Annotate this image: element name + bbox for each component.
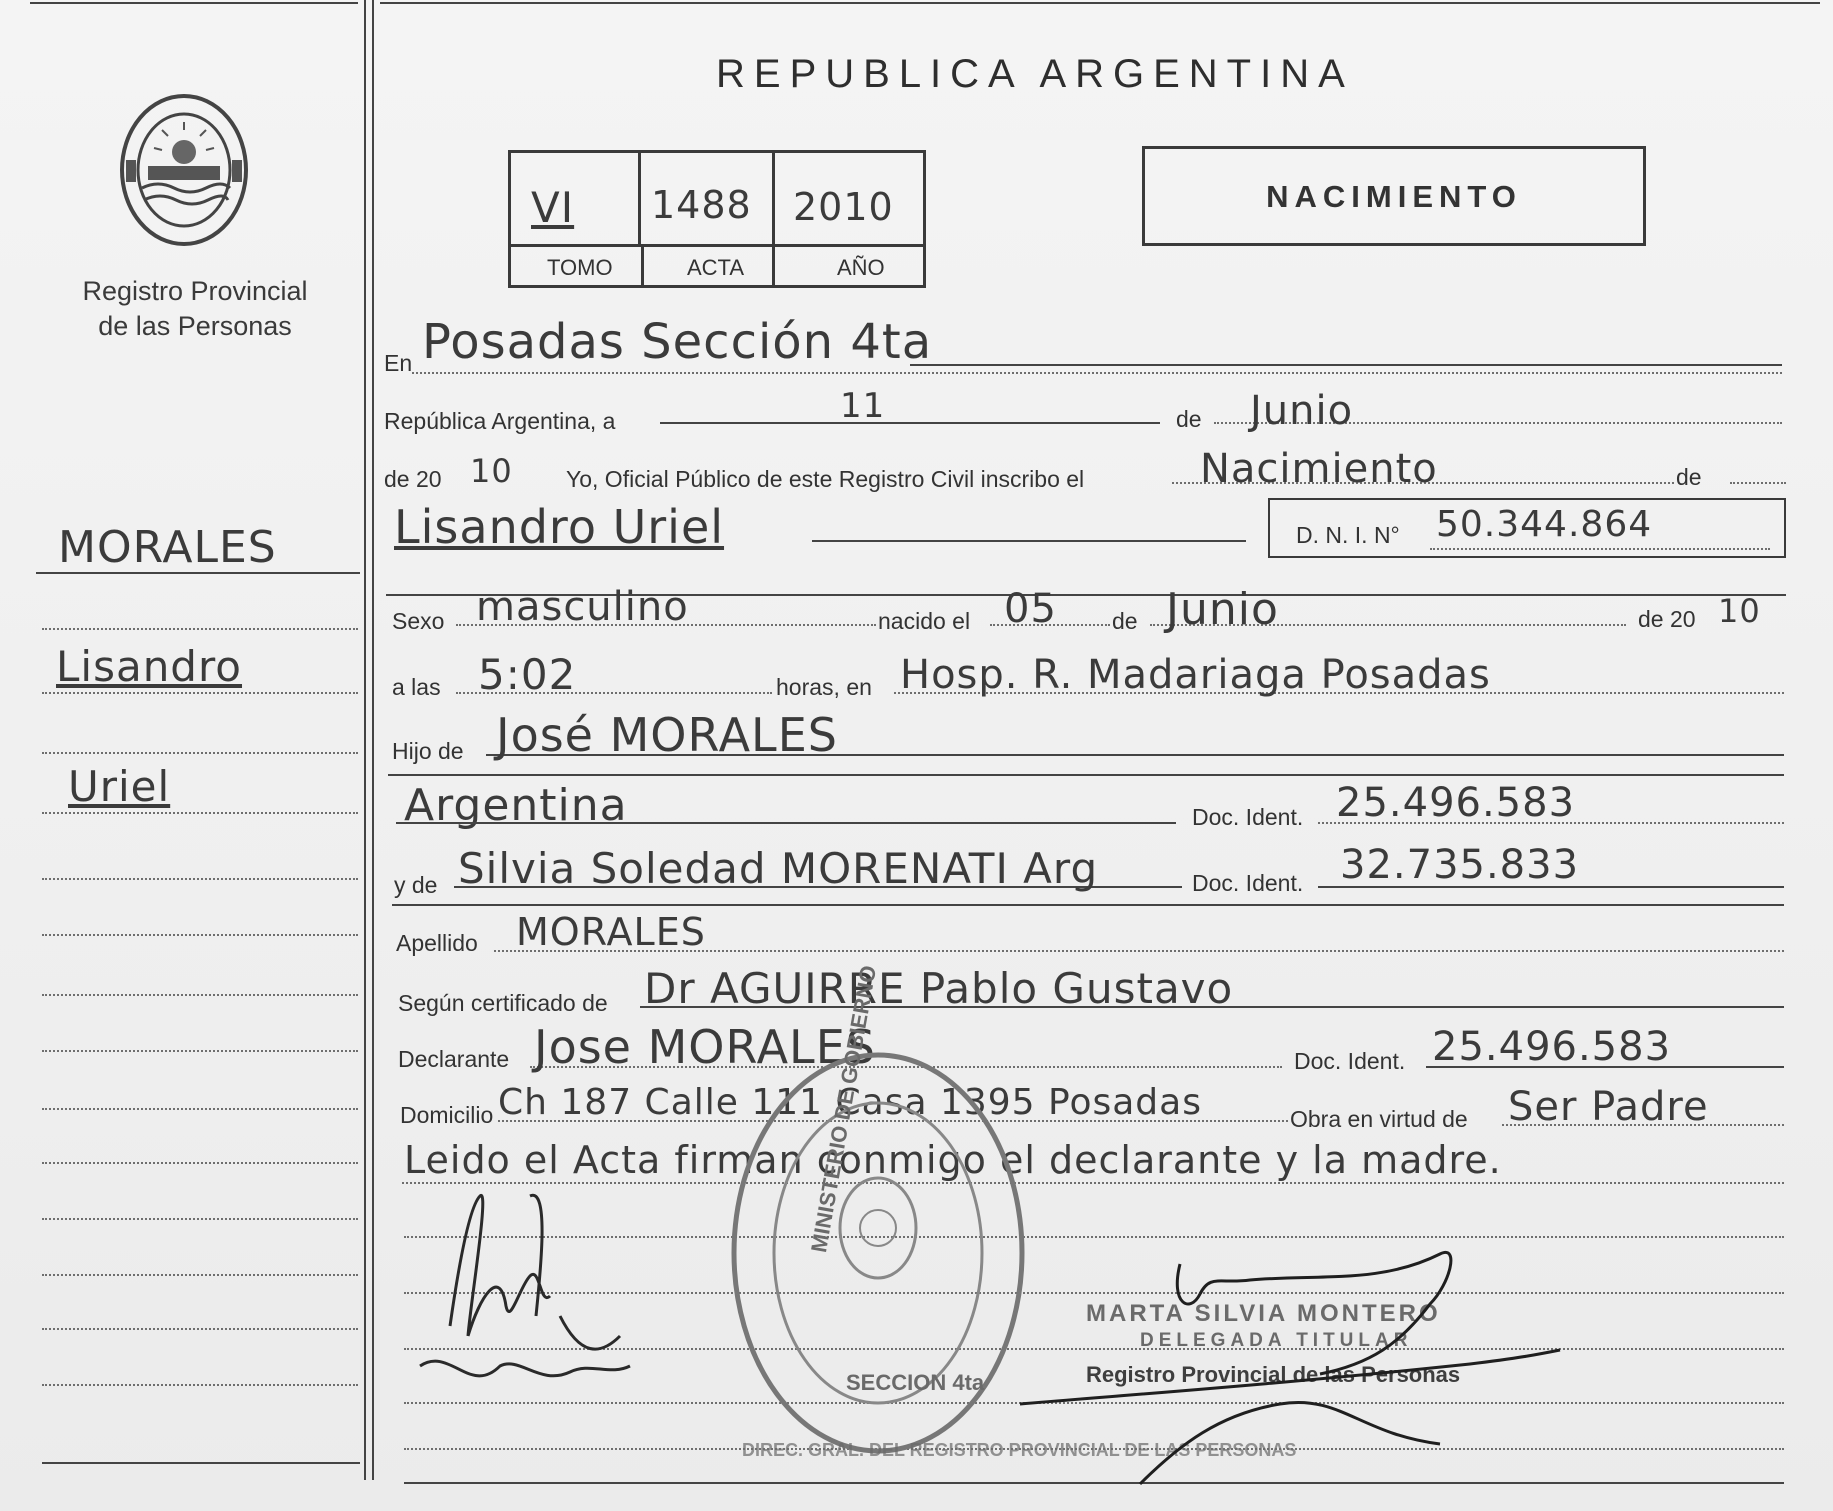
left-dots	[42, 1218, 358, 1220]
official-signature	[1020, 1244, 1560, 1484]
oval-stamp-graphic	[728, 1048, 1028, 1458]
apellido-value: MORALES	[516, 910, 706, 954]
tomo-label: TOMO	[547, 255, 613, 280]
left-rule	[36, 572, 360, 574]
doc-ident-label-declarante: Doc. Ident.	[1294, 1048, 1406, 1074]
act-type-value: Nacimiento	[1200, 446, 1438, 492]
declarante-label: Declarante	[398, 1046, 510, 1072]
country-title: REPUBLICA ARGENTINA	[716, 52, 1354, 96]
year-label: de 20	[384, 466, 442, 492]
row-rule	[660, 422, 1160, 424]
official-oval-stamp	[728, 1048, 1028, 1458]
acta-label: ACTA	[687, 255, 745, 280]
row-rule	[388, 774, 1784, 776]
declarante-doc-value: 25.496.583	[1432, 1024, 1672, 1070]
column-divider-2	[372, 0, 374, 1480]
left-dots	[42, 1384, 358, 1386]
row-rule	[910, 364, 1782, 366]
row-rule	[396, 822, 1176, 824]
official-org-stamp: Registro Provincial de las Personas	[1086, 1362, 1461, 1387]
de-label-2: de	[1676, 464, 1702, 490]
doctor-value: Dr AGUIRRE Pablo Gustavo	[644, 964, 1234, 1013]
place-value: Posadas Sección 4ta	[422, 314, 933, 370]
left-given-1: Lisandro	[56, 642, 243, 691]
org-name-line-2: de las Personas	[98, 311, 292, 341]
row-rule	[392, 904, 1784, 906]
province-seal-icon	[118, 92, 250, 248]
doc-ident-label-mother: Doc. Ident.	[1192, 870, 1304, 896]
left-dots	[42, 628, 358, 630]
top-rule-right	[380, 2, 1820, 4]
birth-time-value: 5:02	[478, 650, 577, 699]
declarant-signature	[410, 1166, 650, 1396]
alas-label: a las	[392, 674, 441, 700]
obra-label: Obra en virtud de	[1290, 1106, 1468, 1132]
father-value: José MORALES	[496, 708, 838, 762]
de20-label: de 20	[1638, 606, 1696, 632]
father-doc-value: 25.496.583	[1336, 780, 1576, 826]
left-dots	[42, 1108, 358, 1110]
row-dots	[1430, 548, 1770, 550]
row-rule	[812, 540, 1246, 542]
horas-label: horas, en	[776, 674, 872, 700]
month-value: Junio	[1250, 388, 1354, 434]
nacido-label: nacido el	[878, 608, 971, 634]
anio-label: AÑO	[837, 255, 885, 280]
doc-type-box	[1142, 146, 1646, 246]
dni-label: D. N. I. N°	[1296, 522, 1400, 548]
officer-text: Yo, Oficial Público de este Registro Civil inscribo el	[566, 466, 1085, 492]
left-dots	[42, 752, 358, 754]
left-dots	[42, 812, 358, 814]
sexo-label: Sexo	[392, 608, 445, 634]
doc-type-label: NACIMIENTO	[1266, 179, 1522, 214]
declarante-value: Jose MORALES	[534, 1020, 876, 1074]
left-given-2: Uriel	[68, 762, 171, 811]
domicilio-value: Ch 187 Calle 111 Casa 1395 Posadas	[498, 1082, 1202, 1123]
en-label: En	[384, 350, 413, 376]
apellido-label: Apellido	[396, 930, 478, 956]
left-dots	[42, 1050, 358, 1052]
year-value: 10	[470, 452, 513, 490]
dni-value: 50.344.864	[1436, 504, 1653, 545]
register-index-box	[508, 150, 926, 288]
dni-box	[1268, 498, 1786, 558]
anio-value: 2010	[793, 185, 894, 229]
closing-statement: Leido el Acta firman conmigo el declarante y la madre.	[404, 1138, 1502, 1182]
oval-stamp-ring-text: DIREC. GRAL. DEL REGISTRO PROVINCIAL DE LAS PERSONAS	[742, 1440, 1297, 1460]
child-name-value: Lisandro Uriel	[394, 500, 725, 554]
de-label: de	[1176, 406, 1202, 432]
hijo-label: Hijo de	[392, 738, 464, 764]
left-dots	[42, 1162, 358, 1164]
org-name-line-1: Registro Provincial	[82, 276, 308, 306]
left-dots	[42, 1274, 358, 1276]
left-dots	[42, 934, 358, 936]
sexo-value: masculino	[476, 584, 689, 630]
de-label-3: de	[1112, 608, 1138, 634]
left-surname: MORALES	[58, 522, 277, 573]
tomo-value: VI	[531, 183, 575, 232]
signature-scribble	[410, 1166, 650, 1396]
birth-day-value: 05	[1004, 586, 1057, 632]
mother-value: Silvia Soledad MORENATI Arg	[458, 844, 1099, 893]
left-bottom-rule	[42, 1462, 360, 1464]
domicilio-label: Domicilio	[400, 1102, 494, 1128]
acta-value: 1488	[651, 183, 752, 227]
birth-year-value: 10	[1718, 592, 1761, 630]
left-dots	[42, 878, 358, 880]
row-dots	[1730, 482, 1786, 484]
left-dots	[42, 994, 358, 996]
official-name-stamp: MARTA SILVIA MONTERO	[1086, 1300, 1441, 1327]
oval-stamp-inner-text: MINISTERIO DE GOBIERNO	[806, 963, 882, 1255]
birth-place-value: Hosp. R. Madariaga Posadas	[900, 652, 1491, 698]
top-rule-left	[30, 2, 358, 4]
father-nationality-value: Argentina	[404, 780, 628, 831]
republica-label: República Argentina, a	[384, 408, 616, 434]
oval-stamp-bottom-text: SECCION 4ta	[846, 1370, 985, 1395]
birth-month-value: Junio	[1166, 584, 1279, 635]
day-value: 11	[840, 386, 886, 426]
official-title-stamp: DELEGADA TITULAR	[1140, 1330, 1413, 1351]
doc-ident-label-father: Doc. Ident.	[1192, 804, 1304, 830]
yde-label: y de	[394, 872, 438, 898]
left-dots	[42, 1328, 358, 1330]
obra-value: Ser Padre	[1508, 1084, 1709, 1130]
segun-label: Según certificado de	[398, 990, 608, 1016]
province-seal	[118, 92, 250, 248]
left-dots	[42, 692, 358, 694]
row-dots	[412, 372, 1782, 374]
mother-doc-value: 32.735.833	[1340, 842, 1580, 888]
official-signature-scribble	[1020, 1244, 1560, 1484]
column-divider	[364, 0, 366, 1480]
